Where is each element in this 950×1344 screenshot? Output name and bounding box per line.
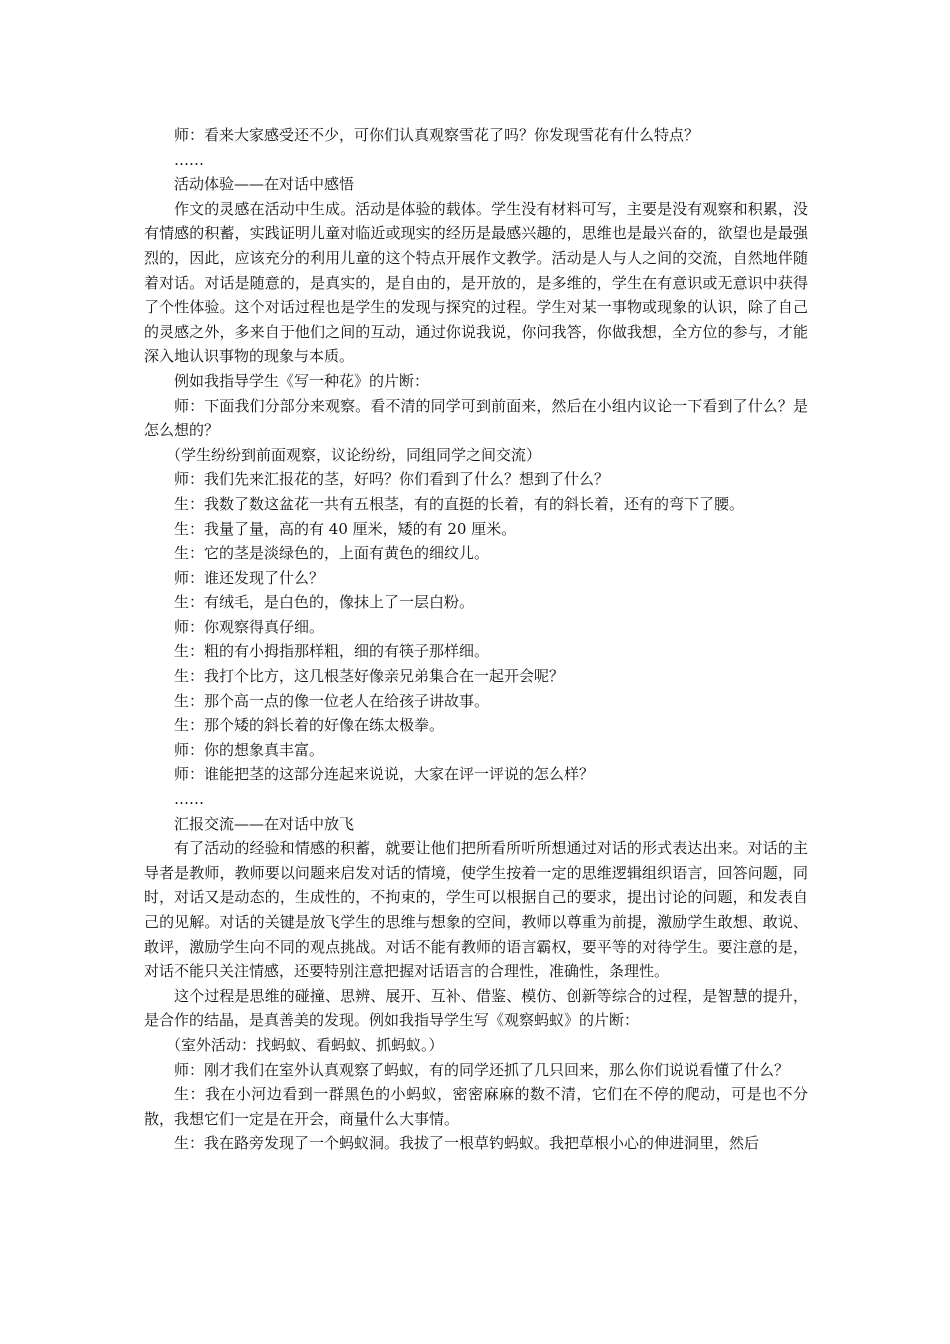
ellipsis: …… xyxy=(174,150,204,169)
dialogue-line: 师：看来大家感受还不少，可你们认真观察雪花了吗？你发现雪花有什么特点？ xyxy=(174,126,700,144)
dialogue-line: 生：那个矮的斜长着的好像在练太极拳。 xyxy=(174,716,445,735)
ellipsis: …… xyxy=(174,790,204,809)
dialogue-line: 生：它的茎是淡绿色的，上面有黄色的细纹儿。 xyxy=(174,544,490,563)
dialogue-line: 师：下面我们分部分来观察。看不清的同学可到前面来，然后在小组内议论一下看到了什么？是怎么想的？ xyxy=(144,396,808,440)
dialogue-line: 生：我打个比方，这几根茎好像亲兄弟集合在一起开会呢？ xyxy=(174,667,565,686)
dialogue-line: 师：谁还发现了什么？ xyxy=(174,568,325,587)
dialogue-line: 师：谁能把茎的这部分连起来说说，大家在评一评说的怎么样？ xyxy=(174,765,595,784)
dialogue-line: 生：我在小河边看到一群黑色的小蚂蚁，密密麻麻的数不清，它们在不停的爬动，可是也不分散，我想它们一定是在开会，商量什么大事情。 xyxy=(144,1085,808,1128)
body-paragraph: 作文的灵感在活动中生成。活动是体验的载体。学生没有材料可写，主要是没有观察和积累，没有情感的积蓄，实践证明儿童对临近或现实的经历是最感兴趣的，思维也是最兴奋的，欲望也是最强烈的，因此，应该充分的利用儿童的这个特点开展作文教学。活动是人与人之间的交流，自然地伴随着对话。对话是随意的，是真实的，是自由的，是开放的，是多维的，学生在有意识或无意识中获得了个性体验。这个对话过程也是学生的发现与探究的过程。学生对某一事物或现象的认识，除了自己的灵感之外，多来自于他们之间的互动，通过你说我说，你问我答，你做我想，全方位的参与，才能深入地认识事物的现象与本质。 xyxy=(144,199,808,366)
stage-note: （室外活动：找蚂蚁、看蚂蚁、抓蚂蚁。） xyxy=(166,1035,444,1054)
dialogue-line: 师：你观察得真仔细。 xyxy=(174,617,325,636)
document-page xyxy=(144,123,808,1156)
dialogue-line: 生：我数了数这盆花一共有五根茎，有的直挺的长着，有的斜长着，还有的弯下了腰。 xyxy=(174,494,745,513)
dialogue-line: 生：我量了量，高的有 40 厘米，矮的有 20 厘米。 xyxy=(174,519,517,538)
stage-note: （学生纷纷到前面观察，议论纷纷，同组同学之间交流） xyxy=(166,445,542,464)
dialogue-line: 生：粗的有小拇指那样粗，细的有筷子那样细。 xyxy=(174,642,490,661)
body-paragraph: 这个过程是思维的碰撞、思辨、展开、互补、借鉴、模仿、创新等综合的过程，是智慧的提升，是合作的结晶，是真善美的发现。例如我指导学生写《观察蚂蚁》的片断： xyxy=(144,986,808,1030)
body-paragraph: 有了活动的经验和情感的积蓄，就要让他们把所看所听所想通过对话的形式表达出来。对话的主导者是教师，教师要以问题来启发对话的情境，使学生按着一定的思维逻辑组织语言，回答问题，同时，对话又是动态的，生成性的，不拘束的，学生可以根据自己的要求，提出讨论的问题，和发表自己的见解。对话的关键是放飞学生的思维与想象的空间，教师以尊重为前提，激励学生敢想、敢说、敢评，激励学生向不同的观点挑战。对话不能有教师的语言霸权，要平等的对待学生。要注意的是，对话不能只关注情感，还要特别注意把握对话语言的合理性，准确性，条理性。 xyxy=(144,839,808,981)
dialogue-line: 师：我们先来汇报花的茎，好吗？你们看到了什么？想到了什么？ xyxy=(174,470,610,489)
section-heading: 活动体验——在对话中感悟 xyxy=(174,175,355,194)
dialogue-line: 生：我在路旁发现了一个蚂蚁洞。我拔了一根草钓蚂蚁。我把草根小心的伸进洞里，然后 xyxy=(174,1134,760,1153)
body-paragraph: 例如我指导学生《写一种花》的片断： xyxy=(174,371,430,390)
dialogue-line: 生：那个高一点的像一位老人在给孩子讲故事。 xyxy=(174,691,490,710)
section-heading: 汇报交流——在对话中放飞 xyxy=(174,814,355,833)
dialogue-line: 师：你的想象真丰富。 xyxy=(174,740,325,759)
dialogue-line: 生：有绒毛，是白色的，像抹上了一层白粉。 xyxy=(174,593,475,612)
dialogue-line: 师：刚才我们在室外认真观察了蚂蚁，有的同学还抓了几只回来，那么你们说说看懂了什么？ xyxy=(174,1060,790,1079)
